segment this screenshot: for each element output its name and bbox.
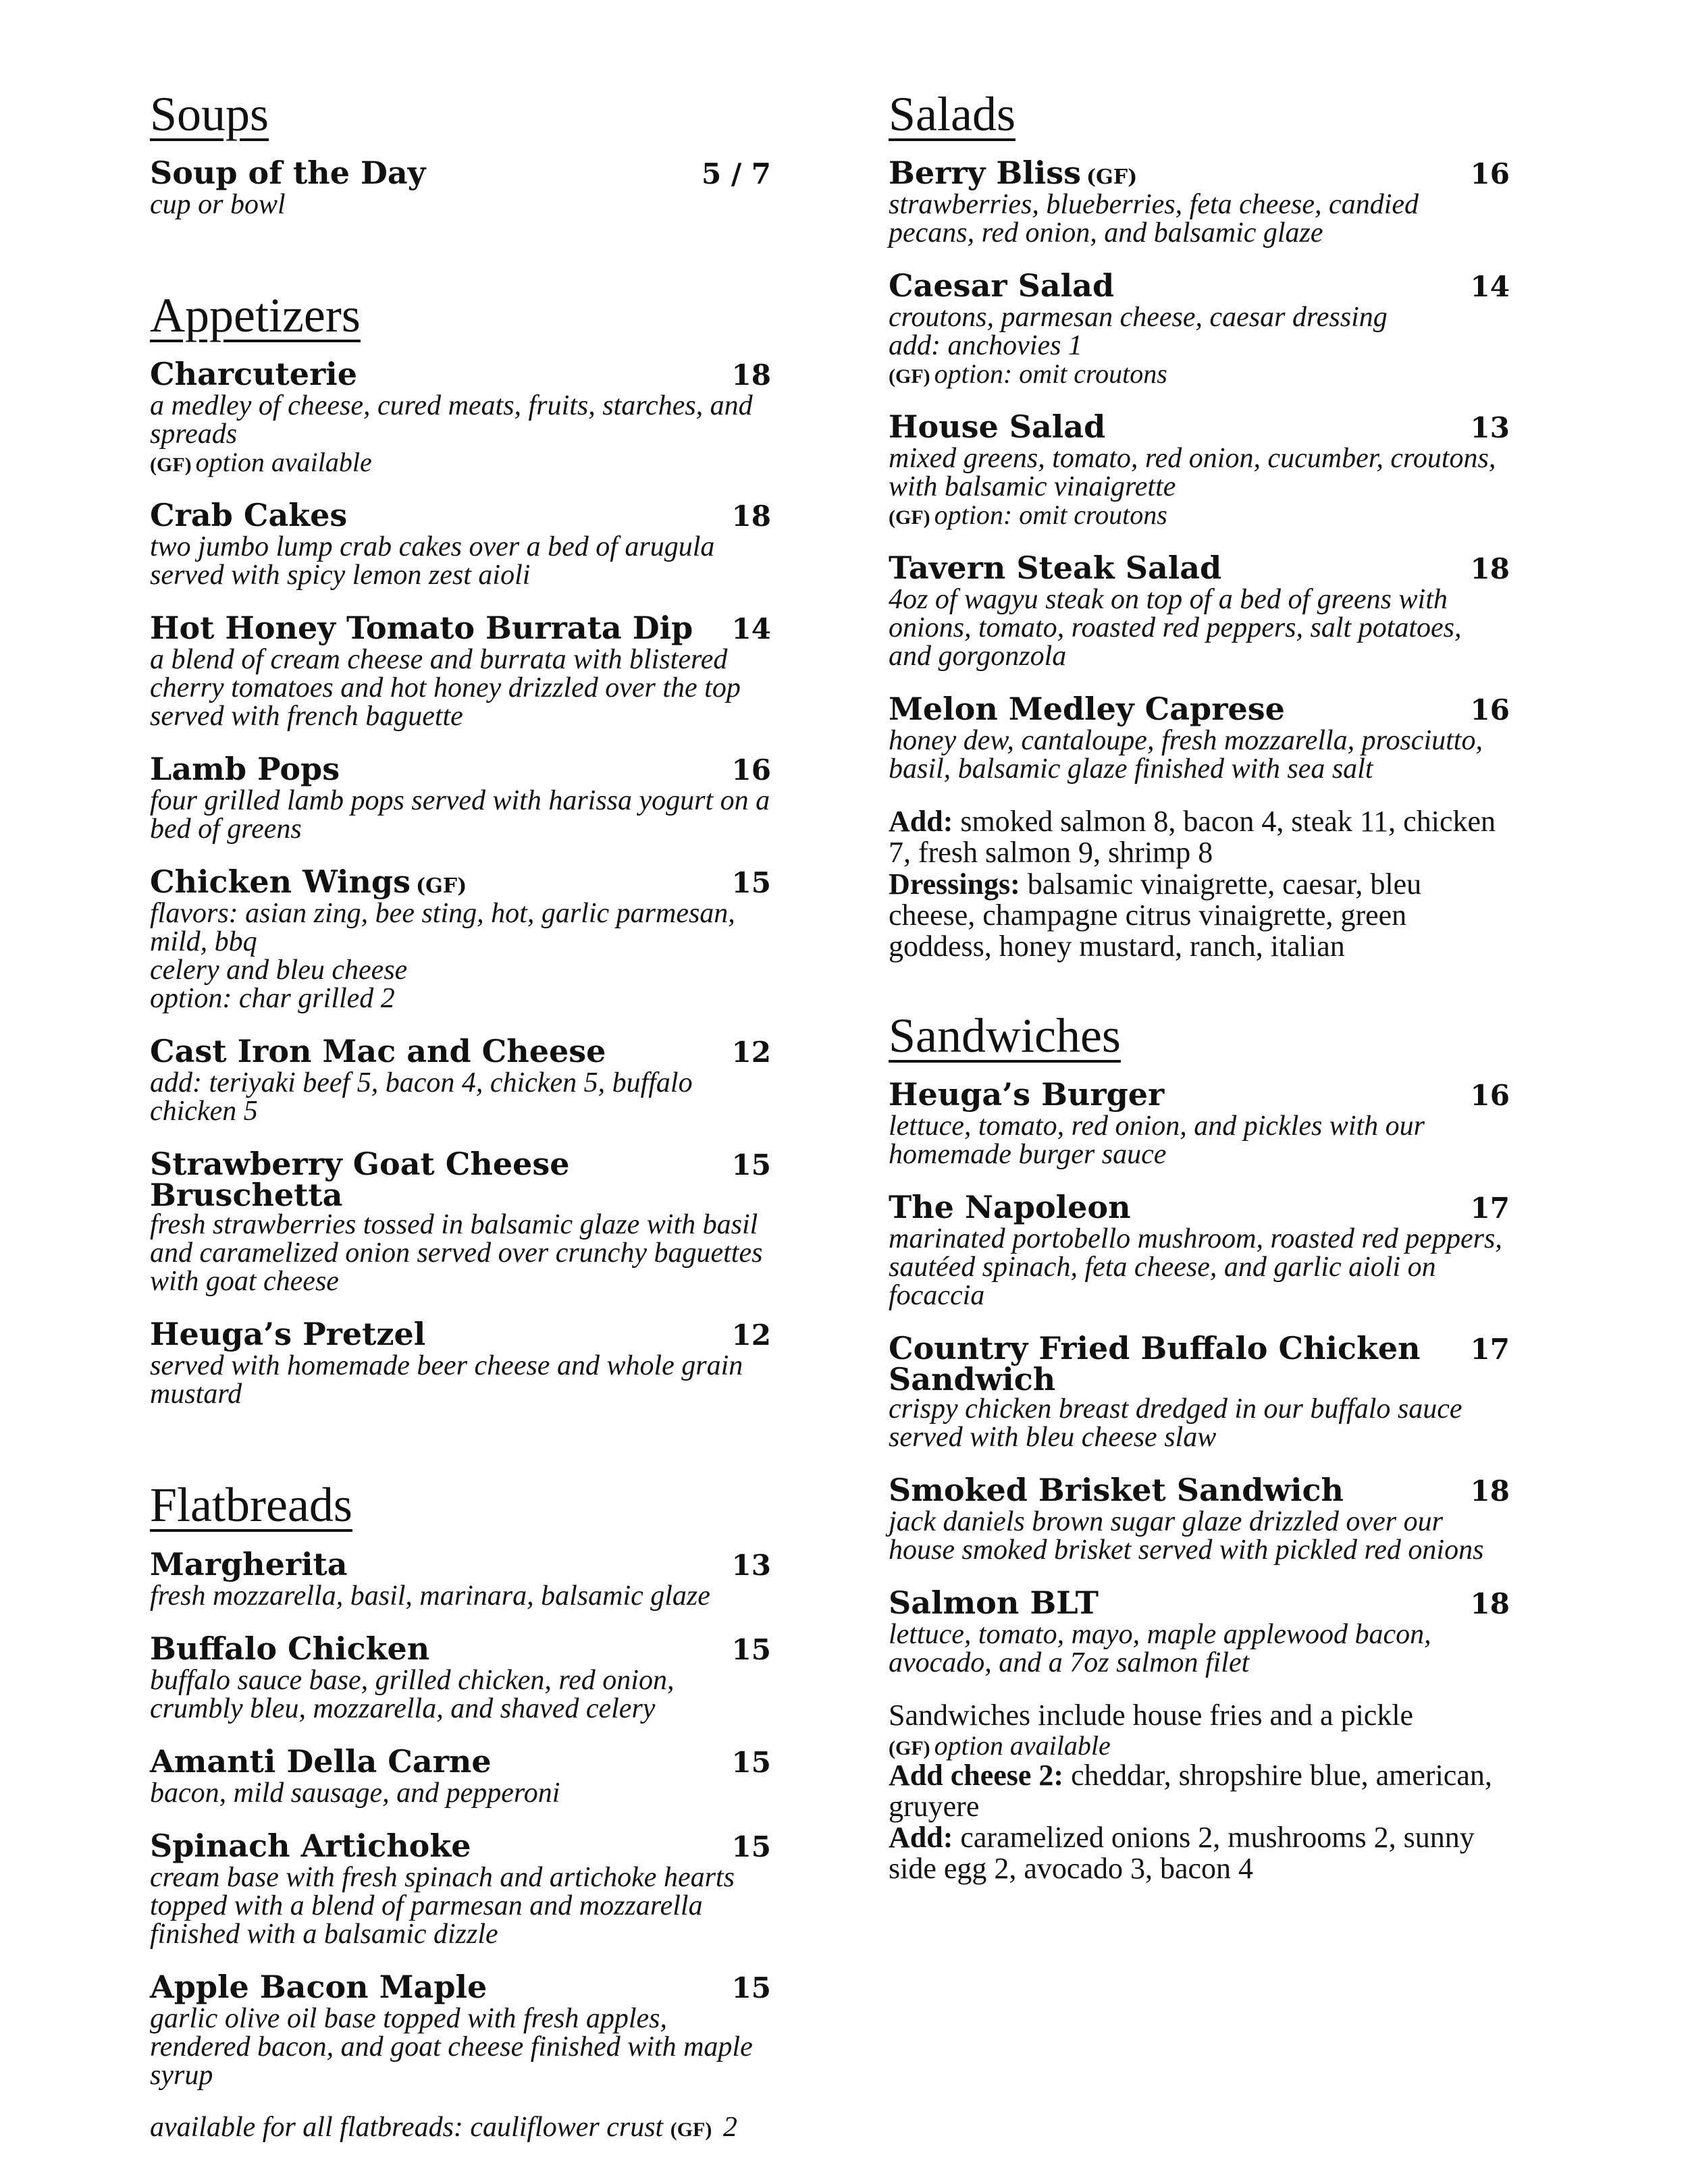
item-desc: garlic olive oil base topped with fresh apples, rendered bacon, and goat cheese finished with maple syrup — [150, 2002, 753, 2091]
left-column — [150, 88, 771, 2142]
item-price: 16 — [1470, 157, 1510, 191]
item-price: 14 — [731, 612, 771, 646]
item-desc: two jumbo lump crab cakes over a bed of arugula served with spicy lemon zest aioli — [150, 531, 715, 591]
item-name: Lamb Pops — [150, 751, 340, 788]
item-name: Caesar Salad — [889, 267, 1115, 304]
item-price: 18 — [731, 358, 771, 392]
salad-add-ons — [889, 806, 1510, 868]
footer-text: available for all flatbreads: cauliflower crust — [150, 2111, 664, 2143]
item-price: 18 — [1470, 1474, 1510, 1508]
gf-tag: (GF) — [1086, 165, 1138, 190]
gf-text: option: omit croutons — [934, 358, 1167, 390]
gf-tag: (GF) — [889, 506, 930, 529]
item-desc: a blend of cream cheese and burrata with blistered cherry tomatoes and hot honey drizzled over the top served with french baguette — [150, 644, 741, 733]
item-name: The Napoleon — [889, 1189, 1131, 1226]
item-desc: lettuce, tomato, red onion, and pickles with our homemade burger sauce — [889, 1111, 1425, 1171]
add-text: smoked salmon 8, bacon 4, steak 11, chicken 7, fresh salmon 9, shrimp 8 — [889, 805, 1496, 870]
item-price: 14 — [1470, 270, 1510, 304]
item-price: 5 / 7 — [701, 157, 771, 191]
item-name: Melon Medley Caprese — [889, 691, 1285, 728]
gf-line — [150, 448, 771, 477]
gf-line — [889, 501, 1510, 529]
item-desc: bacon, mild sausage, and pepperoni — [150, 1777, 560, 1809]
flatbread-footer — [150, 2112, 771, 2142]
menu-item — [150, 863, 771, 1015]
menu-item — [889, 1076, 1510, 1171]
item-price: 17 — [1470, 1192, 1510, 1225]
item-desc-2: add: anchovies 1 — [889, 330, 1082, 362]
item-price: 15 — [731, 1148, 771, 1182]
item-price: 16 — [731, 753, 771, 787]
menu-item — [150, 1148, 771, 1296]
menu-item — [889, 1474, 1510, 1564]
menu-item — [150, 1630, 771, 1724]
gf-line — [889, 360, 1510, 388]
item-desc: fresh mozzarella, basil, marinara, balsamic glaze — [150, 1580, 710, 1612]
item-price: 12 — [731, 1319, 771, 1352]
item-price: 15 — [731, 866, 771, 900]
menu-item — [150, 1033, 771, 1127]
menu-item — [150, 753, 771, 843]
sandwich-include-note: Sandwiches include house fries and a pickle — [889, 1699, 1414, 1732]
item-name — [889, 155, 1138, 192]
dressings-text: balsamic vinaigrette, caesar, bleu cheese, champagne citrus vinaigrette, green goddess, honey mustard, ranch, italian — [889, 867, 1422, 963]
item-price: 13 — [731, 1548, 771, 1582]
item-desc: crispy chicken breast dredged in our buffalo sauce served with bleu cheese slaw — [889, 1393, 1462, 1454]
item-desc: croutons, parmesan cheese, caesar dressing — [889, 302, 1388, 334]
item-desc: jack daniels brown sugar glaze drizzled over our house smoked brisket served with pickled red onions — [889, 1506, 1484, 1566]
item-name: Crab Cakes — [150, 497, 348, 534]
item-desc-2: celery and bleu cheese — [150, 955, 408, 986]
menu-item — [150, 1742, 771, 1809]
gf-tag: (GF) — [889, 365, 930, 388]
menu-item — [150, 1827, 771, 1950]
menu-item — [889, 1584, 1510, 1679]
menu-item — [150, 157, 771, 219]
menu-item — [889, 1330, 1510, 1454]
item-name: Tavern Steak Salad — [889, 550, 1222, 587]
item-name: Cast Iron Mac and Cheese — [150, 1033, 606, 1070]
gf-text: option: omit croutons — [934, 500, 1167, 531]
item-name: Soup of the Day — [150, 155, 426, 192]
item-price: 13 — [1470, 411, 1510, 445]
section-title-salads: Salads — [889, 87, 1016, 141]
section-title-appetizers: Appetizers — [150, 288, 361, 343]
item-price: 17 — [1470, 1333, 1510, 1366]
item-price: 18 — [1470, 552, 1510, 586]
item-desc: add: teriyaki beef 5, bacon 4, chicken 5, buffalo chicken 5 — [150, 1067, 693, 1127]
cheese-text: cheddar, shropshire blue, american, gruyere — [889, 1758, 1492, 1823]
item-name: Salmon BLT — [889, 1584, 1099, 1622]
sandwich-cheese — [889, 1760, 1510, 1822]
item-price: 15 — [731, 1830, 771, 1863]
item-price: 18 — [731, 500, 771, 533]
menu-item — [150, 1968, 771, 2091]
menu-item — [150, 1545, 771, 1612]
item-name: Smoked Brisket Sandwich — [889, 1472, 1344, 1509]
gf-text: option available — [934, 1730, 1111, 1761]
item-name: Amanti Della Carne — [150, 1742, 492, 1780]
item-name: House Salad — [889, 408, 1106, 446]
item-name: Strawberry Goat Cheese Bruschetta — [150, 1146, 570, 1214]
gf-tag: (GF) — [150, 454, 192, 477]
item-price: 15 — [731, 1745, 771, 1779]
item-price: 15 — [731, 1632, 771, 1666]
item-name — [150, 863, 467, 901]
menu-item — [150, 610, 771, 733]
gf-tag: (GF) — [670, 2118, 712, 2141]
item-desc: lettuce, tomato, mayo, maple applewood bacon, avocado, and a 7oz salmon filet — [889, 1619, 1431, 1679]
item-desc: a medley of cheese, cured meats, fruits, starches, and spreads — [150, 390, 753, 450]
footer-price: 2 — [722, 2111, 737, 2143]
item-desc: 4oz of wagyu steak on top of a bed of greens with onions, tomato, roasted red peppers, salt potatoes, and gorgonzola — [889, 584, 1462, 672]
salad-dressings — [889, 869, 1510, 963]
item-desc: mixed greens, tomato, red onion, cucumber, croutons, with balsamic vinaigrette — [889, 443, 1496, 503]
menu-item — [889, 693, 1510, 783]
item-price: 15 — [731, 1971, 771, 2004]
item-name: Country Fried Buffalo Chicken Sandwich — [889, 1330, 1421, 1398]
section-title-flatbreads: Flatbreads — [150, 1478, 352, 1533]
item-price: 16 — [1470, 693, 1510, 727]
item-desc: buffalo sauce base, grilled chicken, red onion, crumbly bleu, mozzarella, and shaved celery — [150, 1664, 675, 1724]
menu-item — [150, 358, 771, 477]
item-desc: honey dew, cantaloupe, fresh mozzarella, prosciutto, basil, balsamic glaze finished with sea salt — [889, 725, 1483, 785]
item-name: Heuga’s Pretzel — [150, 1316, 426, 1353]
item-name: Spinach Artichoke — [150, 1827, 471, 1864]
item-desc: cream base with fresh spinach and artichoke hearts topped with a blend of parmesan and mozzarella finished with a balsamic dizzle — [150, 1861, 735, 1950]
cheese-label: Add cheese 2: — [889, 1758, 1064, 1792]
section-title-soups: Soups — [150, 87, 269, 141]
item-name: Buffalo Chicken — [150, 1630, 430, 1667]
gf-text: option available — [195, 447, 372, 478]
dressings-label: Dressings: — [889, 867, 1020, 901]
item-name-text: Berry Bliss — [889, 155, 1081, 192]
add-label: Add: — [889, 805, 953, 838]
item-desc: served with homemade beer cheese and whole grain mustard — [150, 1350, 743, 1410]
item-name: Charcuterie — [150, 356, 358, 393]
item-name-text: Chicken Wings — [150, 863, 411, 901]
item-desc: fresh strawberries tossed in balsamic glaze with basil and caramelized onion served over crunchy baguettes with goat cheese — [150, 1209, 763, 1298]
add-text: caramelized onions 2, mushrooms 2, sunny side egg 2, avocado 3, bacon 4 — [889, 1820, 1475, 1886]
right-column — [889, 88, 1510, 1884]
gf-tag: (GF) — [415, 874, 467, 899]
item-desc: cup or bowl — [150, 189, 286, 221]
item-desc: four grilled lamb pops served with harissa yogurt on a bed of greens — [150, 785, 770, 845]
menu-item — [889, 552, 1510, 670]
gf-tag: (GF) — [889, 1736, 930, 1759]
gf-line — [889, 1732, 1510, 1760]
menu-item — [889, 1189, 1510, 1312]
item-name: Apple Bacon Maple — [150, 1968, 487, 2005]
menu-item — [889, 157, 1510, 247]
item-name: Heuga’s Burger — [889, 1076, 1165, 1113]
item-name: Margherita — [150, 1545, 348, 1582]
item-price: 18 — [1470, 1587, 1510, 1621]
item-price: 16 — [1470, 1079, 1510, 1113]
menu-item — [150, 497, 771, 591]
menu-item — [889, 408, 1510, 531]
sandwich-add-ons — [889, 1822, 1510, 1884]
item-desc: strawberries, blueberries, feta cheese, candied pecans, red onion, and balsamic glaze — [889, 189, 1419, 249]
item-desc-3: option: char grilled 2 — [150, 983, 395, 1015]
menu-item — [889, 267, 1510, 390]
menu-item — [150, 1316, 771, 1410]
add-label: Add: — [889, 1820, 953, 1854]
item-name: Hot Honey Tomato Burrata Dip — [150, 610, 693, 647]
item-desc: flavors: asian zing, bee sting, hot, garlic parmesan, mild, bbq — [150, 898, 735, 958]
section-title-sandwiches: Sandwiches — [889, 1009, 1121, 1063]
item-price: 12 — [731, 1036, 771, 1069]
item-desc: marinated portobello mushroom, roasted red peppers, sautéed spinach, feta cheese, and garlic aioli on focaccia — [889, 1223, 1502, 1312]
